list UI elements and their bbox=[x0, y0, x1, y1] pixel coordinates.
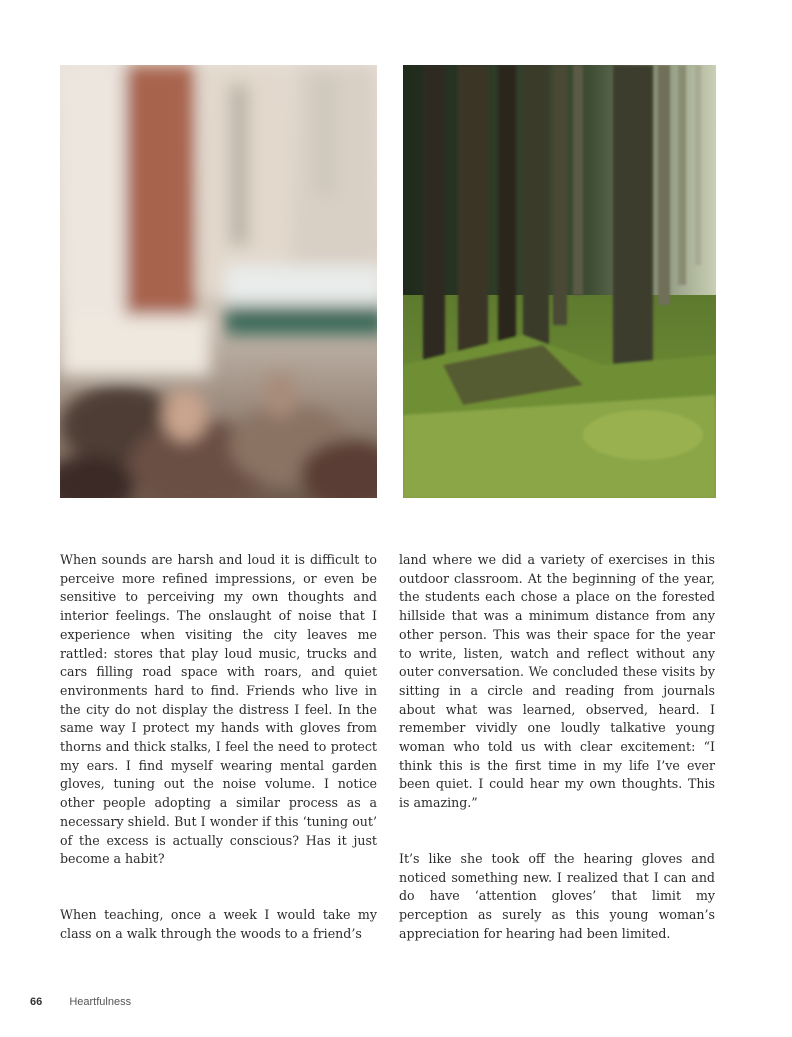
page-footer bbox=[30, 996, 131, 1008]
page-number: 66 bbox=[30, 996, 43, 1008]
blurred-city-street-photo bbox=[60, 65, 377, 498]
paragraph: land where we did a variety of exercises in this outdoor classroom. At the beginning of the year, the students each chose a place on the forested hillside that was a minimum distance from any other person. This was their space for the year to write, listen, watch and reflect without any outer conversation. We concluded these visits by sitting in a circle and reading from journals about what was learned, observed, heard. I remember vividly one loudly talkative young woman who told us with clear excitement: “I think this is the first time in my life I’ve ever been quiet. I could hear my own thoughts. This is amazing.” bbox=[399, 552, 715, 811]
paragraph: When teaching, once a week I would take my class on a walk through the woods to a friend’s bbox=[60, 906, 377, 941]
article-column-right bbox=[399, 551, 715, 943]
forest-photo bbox=[403, 65, 716, 498]
paragraph: When sounds are harsh and loud it is difficult to perceive more refined impressions, or even be sensitive to perceiving my own thoughts and interior feelings. The onslaught of noise that I experience when visiting the city leaves me rattled: stores that play loud music, trucks and cars filling road space with roars, and quiet environments hard to find. Friends who live in the city do not display the distress I feel. In the same way I protect my hands with gloves from thorns and thick stalks, I feel the need to protect my ears. I find myself wearing mental garden gloves, tuning out the noise volume. I notice other people adopting a similar process as a necessary shield. But I wonder if this ‘tuning out’ of the excess is actually conscious? Has it just become a habit? bbox=[60, 552, 377, 867]
article-column-left bbox=[60, 551, 377, 943]
paragraph: It’s like she took off the hearing gloves and noticed something new. I realized that I can and do have ‘attention gloves’ that limit my perception as surely as this young woman’s appreciation for hearing had been limited. bbox=[399, 850, 715, 941]
magazine-name: Heartfulness bbox=[69, 996, 132, 1008]
